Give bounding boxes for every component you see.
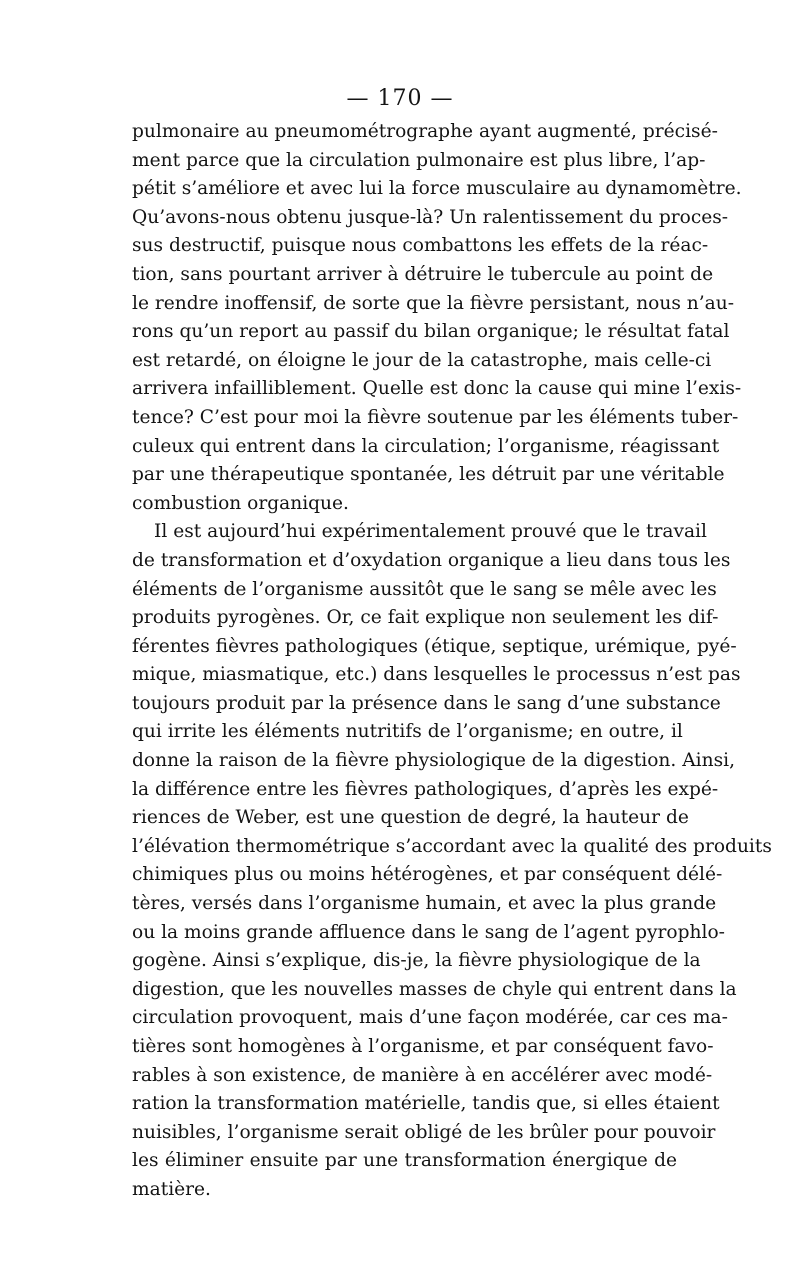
body-text — [132, 118, 772, 1205]
text-line: ment parce que la circulation pulmonaire est plus libre, l’ap- — [132, 149, 706, 171]
text-line: arrivera infailliblement. Quelle est donc la cause qui mine l’exis- — [132, 378, 742, 400]
text-line: digestion, que les nouvelles masses de chyle qui entrent dans la — [132, 978, 737, 1000]
text-line: culeux qui entrent dans la circulation; l’organisme, réagissant — [132, 435, 720, 457]
text-line: de transformation et d’oxydation organique a lieu dans tous les — [132, 549, 731, 571]
text-line: par une thérapeutique spontanée, les détruit par une véritable — [132, 464, 725, 486]
text-line: la différence entre les fièvres pathologiques, d’après les expé- — [132, 778, 719, 800]
text-line: les éliminer ensuite par une transformation énergique de — [132, 1150, 677, 1172]
page-number: — 170 — — [346, 86, 454, 111]
text-line: tères, versés dans l’organisme humain, et avec la plus grande — [132, 893, 717, 915]
text-line: l’élévation thermométrique s’accordant avec la qualité des produits — [132, 835, 772, 857]
text-line: qui irrite les éléments nutritifs de l’organisme; en outre, il — [132, 721, 683, 743]
text-line: mique, miasmatique, etc.) dans lesquelles le processus n’est pas — [132, 664, 741, 686]
text-line: férentes fièvres pathologiques (étique, septique, urémique, pyé- — [132, 635, 737, 657]
text-line: riences de Weber, est une question de degré, la hauteur de — [132, 807, 689, 829]
text-line: pétit s’améliore et avec lui la force musculaire au dynamomètre. — [132, 178, 742, 200]
text-line: ou la moins grande affluence dans le sang de l’agent pyrophlo- — [132, 921, 725, 943]
text-line: nuisibles, l’organisme serait obligé de les brûler pour pouvoir — [132, 1121, 716, 1143]
text-line: pulmonaire au pneumométrographe ayant augmenté, précisé- — [132, 121, 718, 142]
text-line: produits pyrogènes. Or, ce fait explique non seulement les dif- — [132, 607, 719, 629]
text-line: Il est aujourd’hui expérimentalement prouvé que le travail — [154, 521, 707, 543]
text-line: donne la raison de la fièvre physiologique de la digestion. Ainsi, — [132, 750, 735, 772]
text-line: rables à son existence, de manière à en accélérer avec modé- — [132, 1064, 713, 1086]
text-line: est retardé, on éloigne le jour de la catastrophe, mais celle-ci — [132, 349, 712, 371]
text-line: tières sont homogènes à l’organisme, et par conséquent favo- — [132, 1036, 714, 1057]
text-line: éléments de l’organisme aussitôt que le sang se mêle avec les — [132, 578, 717, 600]
text-line: tence? C’est pour moi la fièvre soutenue par les éléments tuber- — [132, 406, 739, 428]
text-line: toujours produit par la présence dans le sang d’une substance — [132, 692, 721, 714]
text-line: ration la transformation matérielle, tandis que, si elles étaient — [132, 1093, 720, 1115]
text-line: chimiques plus ou moins hétérogènes, et par conséquent délé- — [132, 864, 723, 886]
text-line: gogène. Ainsi s’explique, dis-je, la fièvre physiologique de la — [132, 950, 701, 972]
text-line: circulation provoquent, mais d’une façon modérée, car ces ma- — [132, 1007, 728, 1029]
text-line: rons qu’un report au passif du bilan organique; le résultat fatal — [132, 321, 730, 343]
text-line: combustion organique. — [132, 492, 349, 514]
text-line: Qu’avons-nous obtenu jusque-là? Un ralentissement du proces- — [132, 206, 729, 228]
text-line: sus destructif, puisque nous combattons les effets de la réac- — [132, 235, 709, 257]
text-line: matière. — [132, 1178, 211, 1200]
text-line: tion, sans pourtant arriver à détruire le tubercule au point de — [132, 263, 714, 285]
text-line: le rendre inoffensif, de sorte que la fièvre persistant, nous n’au- — [132, 292, 735, 314]
